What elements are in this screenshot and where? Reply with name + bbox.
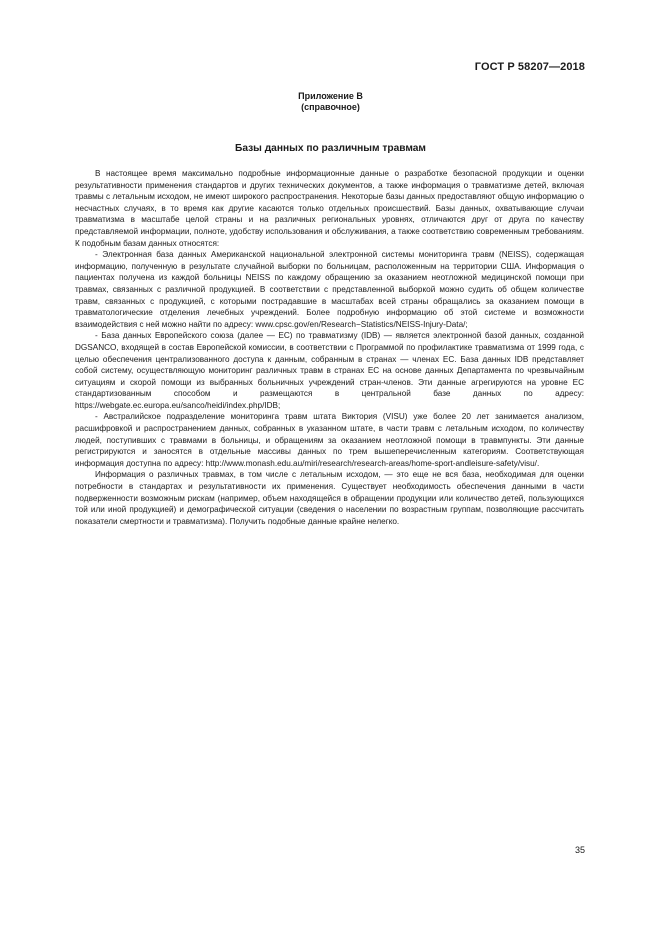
paragraph-intro: В настоящее время максимально подробные информационные данные о разработке безопасной продукции и оценки результативности применения стандартов и других технических документов, а также информация о травматизме детей, включая травмы с летальным исходом, не имеют широкого распространения. Некоторые базы данных предоставляют общую информацию о несчастных случаях, в то время как другие касаются только отдельных происшествий. Базы данных, охватывающие случаи травматизма в масштабе целой страны и на различных региональных уровнях, отличаются друг от друга по качеству представляемой информации, полноте, удобству использования и обслуживания, а также соответствию современным требованиям. К подобным базам данных относятся: (75, 169, 584, 248)
paragraph-conclusion: Информация о различных травмах, в том числе с летальным исходом, — это еще не вся база, необходимая для оценки потребности в стандартах и результативности их применения. Существует необходимость обеспечения данными в части подверженности возможным рискам (например, объем находящейся в обращении продукции или количество детей, пользующихся той или иной продукцией) и демографической ситуации (сведения о населении по возрастным группам, позволяющие рассчитать показатели смертности и травматизма). Получить подобные данные крайне нелегко. (75, 470, 584, 526)
appendix-label: Приложение В (298, 91, 363, 101)
standard-code: ГОСТ Р 58207—2018 (474, 61, 585, 73)
section-title: Базы данных по различным травмам (235, 143, 426, 154)
paragraph-neiss: - Электронная база данных Американской национальной электронной системы мониторинга травм (NEISS), содержащая информацию, полученную в результате случайной выборки по больницам, расположенным на территории США. Информация о пациентах получена из каждой больницы NEISS по каждому обращению за оказанием неотложной медицинской помощи при травмах, связанных с различной продукцией. В соответствии с представленной выборкой можно судить об общем количестве травм, связанных с продукцией, с которыми пострадавшие в масштабах всей страны обращались за оказанием помощи в травматологические отделения лечебных учреждений. Более подробную информацию об этой системе и возможности взаимодействия с ней можно найти по адресу: www.cpsc.gov/en/Research−Statistics/NEISS-Injury-Data/; (75, 250, 584, 329)
appendix-note: (справочное) (301, 102, 360, 112)
paragraph-visu: - Австралийское подразделение мониторинга травм штата Виктория (VISU) уже более 20 лет занимается анализом, расшифровкой и распространением данных, собранных в указанном штате, в части травм с летальным исходом, по количеству людей, поступивших с травмами в больницы, и обращениям за оказанием неотложной помощи в травмпункты. Эти данные регистрируются и заносятся в отдельные массивы данных по трем вышеперечисленным категориям. Соответствующая информация доступна по адресу: http://www.monash.edu.au/miri/research/research-areas/home-sport-andleisure-safety/visu/. (75, 412, 584, 468)
appendix-heading (0, 91, 661, 113)
paragraph-idb: - База данных Европейского союза (далее — ЕС) по травматизму (IDB) — является электронной базой данных, созданной DGSANCO, входящей в состав Европейской комиссии, в соответствии с Программой по профилактике травматизма от 1999 года, с целью обеспечения централизованного доступа к данным, собранным в странах — членах ЕС. База данных IDB представляет собой систему, осуществляющую мониторинг различных травм в странах ЕС на основе данных Департамента по чрезвычайным ситуациям и скорой помощи из выбранных больничных учреждений стран-членов. Эти данные агрегируются на уровне ЕС стандартизованным способом и размещаются в центральной базе данных по адресу: https://webgate.ec.europa.eu/sanco/heidi/index.php/IDB; (75, 331, 584, 410)
page-number: 35 (574, 845, 585, 855)
body-text (75, 168, 584, 527)
